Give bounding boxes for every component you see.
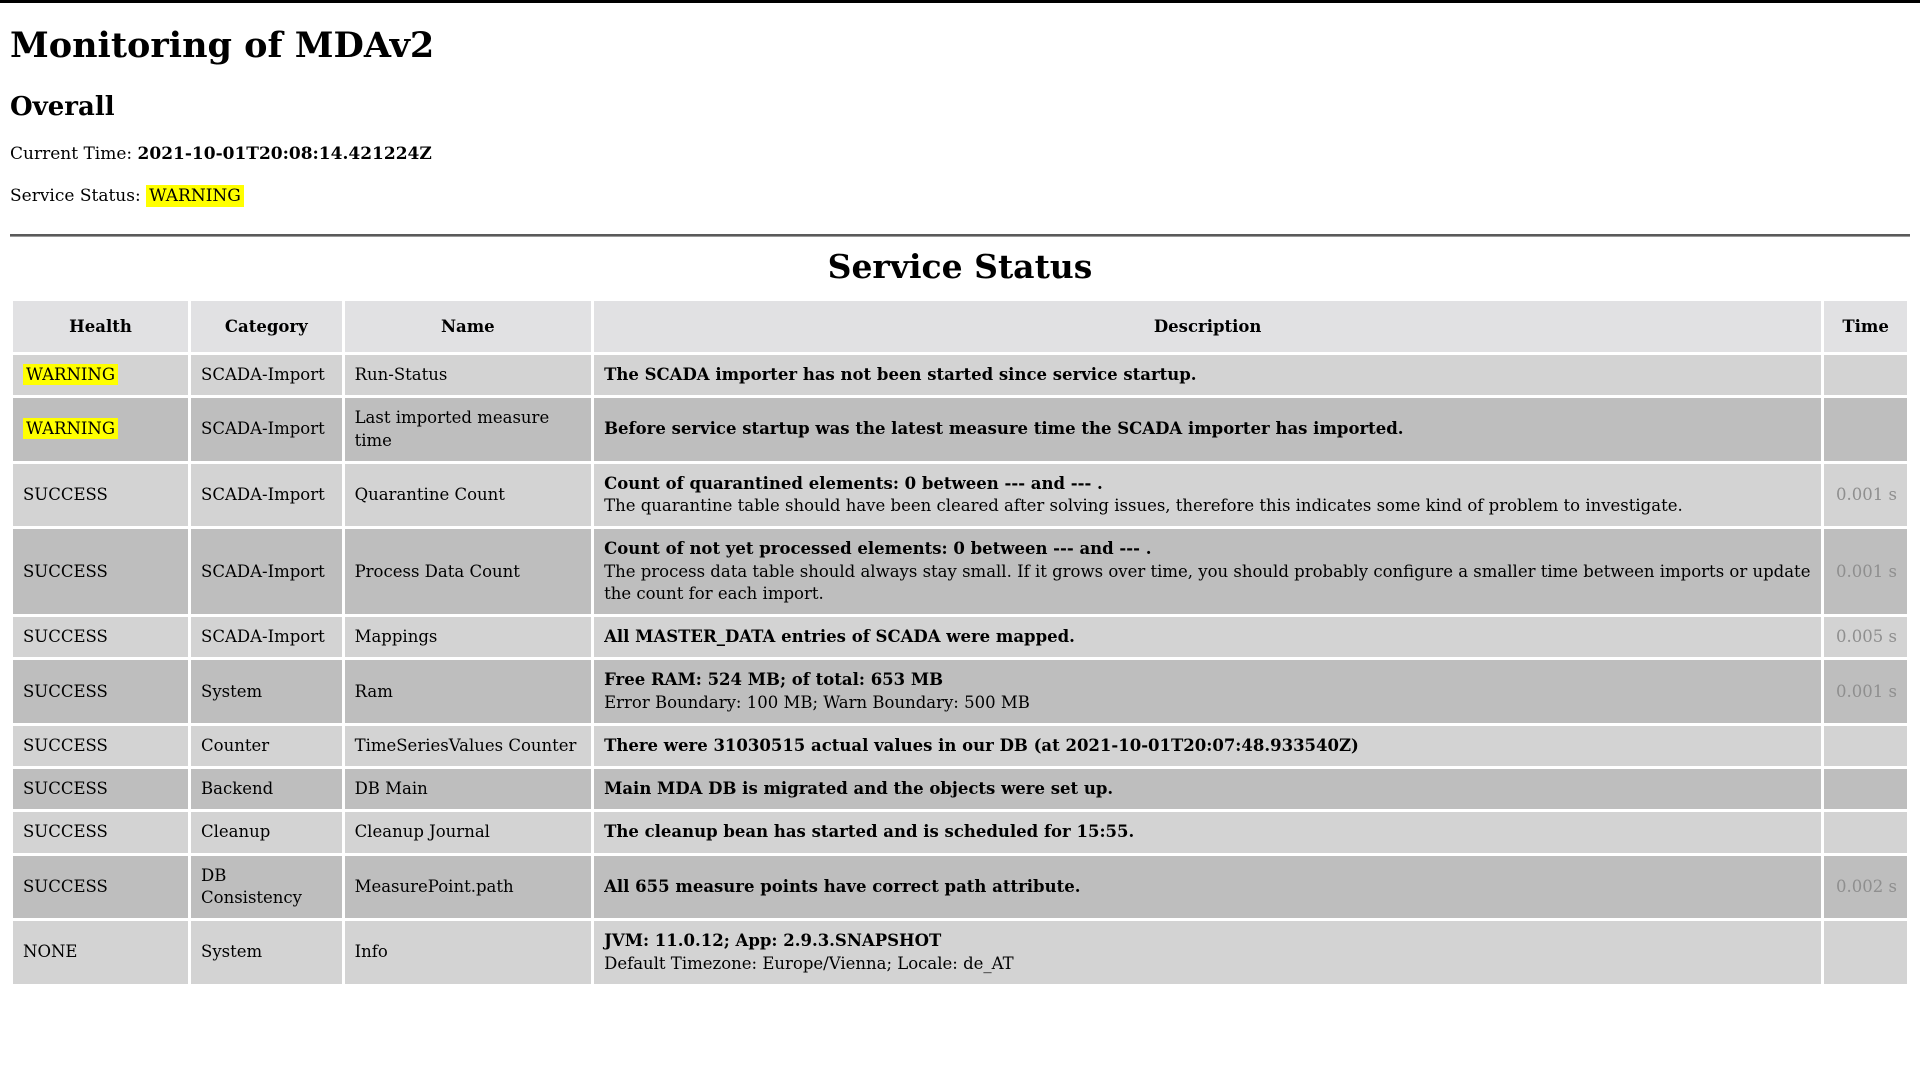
description-cell: All 655 measure points have correct path attribute. — [594, 856, 1821, 919]
current-time-value: 2021-10-01T20:08:14.421224Z — [137, 144, 432, 164]
time-cell — [1824, 726, 1907, 766]
name-cell: Quarantine Count — [345, 464, 592, 527]
health-cell: SUCCESS — [13, 769, 188, 809]
description-cell: The cleanup bean has started and is scheduled for 15:55. — [594, 812, 1821, 852]
category-cell: SCADA-Import — [191, 464, 342, 527]
name-cell: Info — [345, 921, 592, 984]
category-cell: SCADA-Import — [191, 529, 342, 614]
current-time-label: Current Time: — [10, 144, 133, 164]
page-title: Monitoring of MDAv2 — [10, 25, 435, 66]
table-row — [13, 812, 1907, 852]
health-cell: SUCCESS — [13, 812, 188, 852]
section-divider — [10, 234, 1910, 237]
time-cell: 0.002 s — [1824, 856, 1907, 919]
time-cell — [1824, 812, 1907, 852]
health-cell: SUCCESS — [13, 856, 188, 919]
time-cell — [1824, 769, 1907, 809]
time-cell — [1824, 398, 1907, 461]
category-cell: SCADA-Import — [191, 355, 342, 395]
column-header-category: Category — [191, 301, 342, 352]
column-header-description: Description — [594, 301, 1821, 352]
category-cell: System — [191, 660, 342, 723]
name-cell: DB Main — [345, 769, 592, 809]
name-cell: TimeSeriesValues Counter — [345, 726, 592, 766]
service-status-badge: WARNING — [146, 185, 244, 207]
name-cell: Cleanup Journal — [345, 812, 592, 852]
description-cell: Count of not yet processed elements: 0 between --- and --- . The process data table should always stay small. If it grows over time, you should probably configure a smaller time between imports or update the count for each import. — [594, 529, 1821, 614]
current-time-line — [10, 144, 1910, 164]
description-cell: Count of quarantined elements: 0 between --- and --- . The quarantine table should have been cleared after solving issues, therefore this indicates some kind of problem to investigate. — [594, 464, 1821, 527]
description-cell: Before service startup was the latest measure time the SCADA importer has imported. — [594, 398, 1821, 461]
health-cell: WARNING — [13, 398, 188, 461]
time-cell: 0.001 s — [1824, 529, 1907, 614]
table-header-row — [13, 301, 1907, 352]
health-cell: SUCCESS — [13, 660, 188, 723]
category-cell: SCADA-Import — [191, 398, 342, 461]
table-row — [13, 617, 1907, 657]
time-cell: 0.005 s — [1824, 617, 1907, 657]
health-cell: WARNING — [13, 355, 188, 395]
category-cell: SCADA-Import — [191, 617, 342, 657]
name-cell: Run-Status — [345, 355, 592, 395]
table-row — [13, 726, 1907, 766]
name-cell: Mappings — [345, 617, 592, 657]
page — [0, 3, 1920, 995]
time-cell: 0.001 s — [1824, 464, 1907, 527]
time-cell — [1824, 355, 1907, 395]
column-header-time: Time — [1824, 301, 1907, 352]
time-cell — [1824, 921, 1907, 984]
category-cell: Counter — [191, 726, 342, 766]
description-cell: There were 31030515 actual values in our DB (at 2021-10-01T20:07:48.933540Z) — [594, 726, 1821, 766]
name-cell: Ram — [345, 660, 592, 723]
health-cell: SUCCESS — [13, 464, 188, 527]
service-status-label: Service Status: — [10, 186, 141, 206]
category-cell: DB Consistency — [191, 856, 342, 919]
name-cell: Last imported measure time — [345, 398, 592, 461]
description-cell: The SCADA importer has not been started since service startup. — [594, 355, 1821, 395]
table-row — [13, 529, 1907, 614]
table-row — [13, 660, 1907, 723]
service-status-table — [10, 298, 1910, 987]
table-row — [13, 769, 1907, 809]
description-cell: All MASTER_DATA entries of SCADA were mapped. — [594, 617, 1821, 657]
table-row — [13, 355, 1907, 395]
service-status-table-title: Service Status — [827, 247, 1093, 286]
category-cell: System — [191, 921, 342, 984]
health-cell: SUCCESS — [13, 617, 188, 657]
description-cell: Free RAM: 524 MB; of total: 653 MB Error Boundary: 100 MB; Warn Boundary: 500 MB — [594, 660, 1821, 723]
name-cell: MeasurePoint.path — [345, 856, 592, 919]
service-status-table-body — [13, 355, 1907, 984]
time-cell: 0.001 s — [1824, 660, 1907, 723]
table-row — [13, 921, 1907, 984]
description-cell: JVM: 11.0.12; App: 2.9.3.SNAPSHOT Default Timezone: Europe/Vienna; Locale: de_AT — [594, 921, 1821, 984]
column-header-name: Name — [345, 301, 592, 352]
column-header-health: Health — [13, 301, 188, 352]
category-cell: Cleanup — [191, 812, 342, 852]
category-cell: Backend — [191, 769, 342, 809]
table-row — [13, 464, 1907, 527]
table-row — [13, 398, 1907, 461]
table-row — [13, 856, 1907, 919]
service-status-line — [10, 186, 1910, 206]
health-cell: SUCCESS — [13, 726, 188, 766]
health-cell: SUCCESS — [13, 529, 188, 614]
name-cell: Process Data Count — [345, 529, 592, 614]
overall-heading: Overall — [10, 92, 115, 122]
description-cell: Main MDA DB is migrated and the objects were set up. — [594, 769, 1821, 809]
health-cell: NONE — [13, 921, 188, 984]
